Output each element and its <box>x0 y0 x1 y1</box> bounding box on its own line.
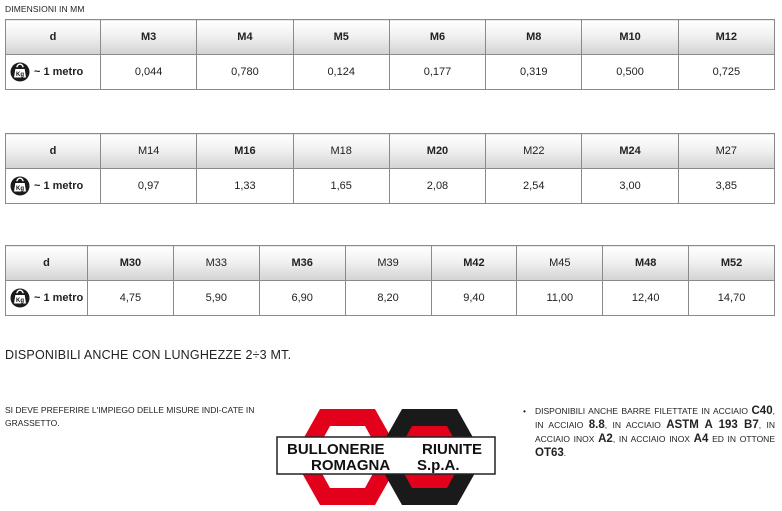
weight-value-cell: 12,40 <box>603 281 689 316</box>
svg-text:Kg: Kg <box>16 186 24 192</box>
weight-label: ~ 1 metro <box>34 66 84 78</box>
weight-value-cell: 0,725 <box>678 55 774 90</box>
weight-label-cell <box>6 55 101 90</box>
kg-weight-icon <box>10 62 30 82</box>
weight-value-cell: 6,90 <box>259 281 345 316</box>
material-astm: ASTM A 193 B7 <box>666 419 759 431</box>
weight-value-cell: 9,40 <box>431 281 517 316</box>
weight-value-cell: 2,08 <box>389 169 485 204</box>
size-header-cell: M33 <box>173 246 259 281</box>
svg-text:Kg: Kg <box>16 72 24 78</box>
materials-text-7: . <box>563 448 567 458</box>
diameter-header: d <box>6 246 88 281</box>
weight-value-cell: 0,177 <box>389 55 485 90</box>
material-ot63: OT63 <box>535 447 564 459</box>
bullet-dot: • <box>523 406 526 416</box>
size-header-cell: M22 <box>486 134 582 169</box>
size-header-cell: M3 <box>101 20 197 55</box>
material-c40: C40 <box>751 405 773 417</box>
weight-label-cell <box>6 169 101 204</box>
weight-value-cell: 0,124 <box>293 55 389 90</box>
weight-value-cell: 0,319 <box>486 55 582 90</box>
weight-label-cell <box>6 281 88 316</box>
size-header-cell: M5 <box>293 20 389 55</box>
size-header-cell: M48 <box>603 246 689 281</box>
materials-text-3: , IN ACCIAIO <box>604 420 661 430</box>
availability-note: DISPONIBILI ANCHE CON LUNGHEZZE 2÷3 MT. <box>5 348 292 362</box>
weight-row <box>6 281 775 316</box>
weight-value-cell: 8,20 <box>345 281 431 316</box>
weight-value-cell: 3,85 <box>678 169 774 204</box>
materials-text-6: ED IN OTTONE <box>712 434 775 444</box>
kg-weight-icon <box>10 176 30 196</box>
weight-row <box>6 169 775 204</box>
size-header-cell: M10 <box>582 20 678 55</box>
weight-value-cell: 0,780 <box>197 55 293 90</box>
logo-line1-right: RIUNITE <box>422 441 482 458</box>
size-header-row <box>6 134 775 169</box>
weight-value-cell: 1,65 <box>293 169 389 204</box>
size-header-cell: M24 <box>582 134 678 169</box>
weight-value-cell: 0,97 <box>101 169 197 204</box>
weight-value-cell: 14,70 <box>689 281 775 316</box>
size-table-3 <box>5 245 775 316</box>
logo-line2-left: ROMAGNA <box>311 457 391 474</box>
size-header-cell: M8 <box>486 20 582 55</box>
kg-weight-icon <box>10 288 30 308</box>
material-a2: A2 <box>598 433 613 445</box>
svg-text:Kg: Kg <box>16 298 24 304</box>
company-logo <box>275 404 507 511</box>
diameter-header: d <box>6 20 101 55</box>
weight-value-cell: 3,00 <box>582 169 678 204</box>
dimensions-label: DIMENSIONI IN MM <box>5 4 85 14</box>
materials-text-1: DISPONIBILI ANCHE BARRE FILETTATE IN ACCIAIO <box>535 406 748 416</box>
materials-text-2: , IN ACCIAIO <box>535 406 775 430</box>
size-header-cell: M12 <box>678 20 774 55</box>
size-header-row <box>6 246 775 281</box>
size-table-1 <box>5 19 775 90</box>
logo-line1-left: BULLONERIE <box>287 441 385 458</box>
size-header-cell: M42 <box>431 246 517 281</box>
size-table-2 <box>5 133 775 204</box>
size-header-row <box>6 20 775 55</box>
diameter-header: d <box>6 134 101 169</box>
materials-text-4: , IN ACCIAIO INOX <box>535 420 775 444</box>
weight-label: ~ 1 metro <box>34 292 84 304</box>
weight-value-cell: 0,500 <box>582 55 678 90</box>
materials-note <box>523 404 775 460</box>
size-header-cell: M14 <box>101 134 197 169</box>
weight-value-cell: 1,33 <box>197 169 293 204</box>
weight-value-cell: 0,044 <box>101 55 197 90</box>
bold-sizes-note: SI DEVE PREFERIRE L'IMPIEGO DELLE MISURE INDI-CATE IN GRASSETTO. <box>5 405 255 428</box>
size-header-cell: M18 <box>293 134 389 169</box>
size-header-cell: M16 <box>197 134 293 169</box>
logo-line2-right: S.p.A. <box>417 457 460 474</box>
size-header-cell: M45 <box>517 246 603 281</box>
size-header-cell: M30 <box>88 246 174 281</box>
size-header-cell: M6 <box>389 20 485 55</box>
weight-value-cell: 5,90 <box>173 281 259 316</box>
material-88: 8.8 <box>588 419 605 431</box>
weight-value-cell: 2,54 <box>486 169 582 204</box>
size-header-cell: M4 <box>197 20 293 55</box>
weight-value-cell: 4,75 <box>88 281 174 316</box>
size-header-cell: M52 <box>689 246 775 281</box>
weight-row <box>6 55 775 90</box>
size-header-cell: M20 <box>389 134 485 169</box>
materials-text-5: , IN ACCIAIO INOX <box>612 434 690 444</box>
weight-value-cell: 11,00 <box>517 281 603 316</box>
size-header-cell: M39 <box>345 246 431 281</box>
weight-label: ~ 1 metro <box>34 180 84 192</box>
material-a4: A4 <box>693 433 709 445</box>
size-header-cell: M36 <box>259 246 345 281</box>
size-header-cell: M27 <box>678 134 774 169</box>
